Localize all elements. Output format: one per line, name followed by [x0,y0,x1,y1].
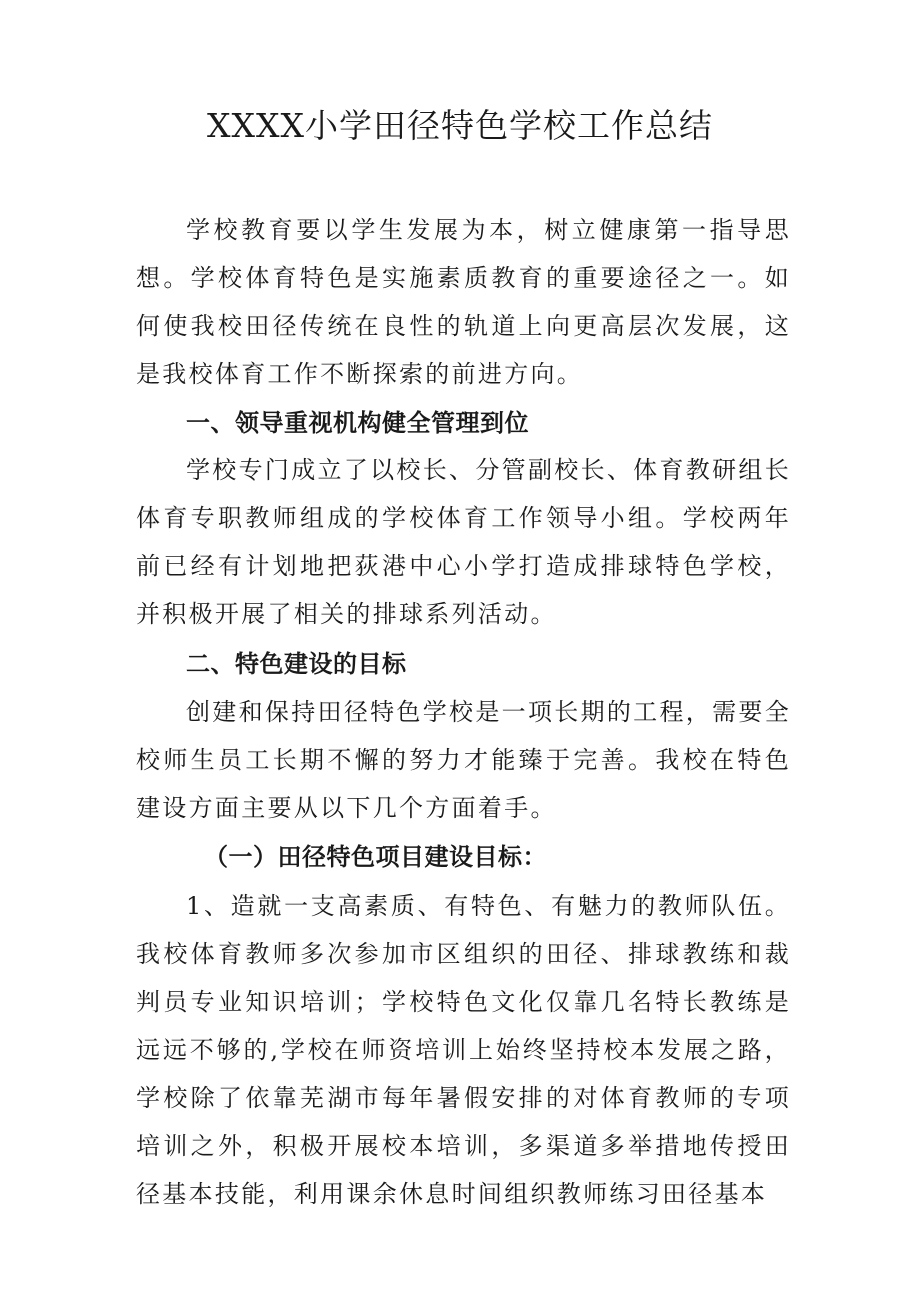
document-title: XXXX小学田径特色学校工作总结 [207,106,713,145]
subsection-heading-track-goals: （一）田径特色项目建设目标： [204,843,547,871]
section-heading-goals: 二、特色建设的目标 [186,650,407,678]
section-heading-leadership: 一、领导重视机构健全管理到位 [186,409,529,437]
section-paragraph-leadership: 学校专门成立了以校长、分管副校长、体育教研组长体育专职教师组成的学校体育工作领导小组。学校两年前已经有计划地把荻港中心小学打造成排球特色学校，并积极开展了相关的排球系列活动。 [136,456,791,628]
subsection-paragraph-teacher-team: 1、造就一支高素质、有特色、有魅力的教师队伍。我校体育教师多次参加市区组织的田径、排球教练和裁判员专业知识培训；学校特色文化仅靠几名特长教练是远远不够的,学校在师资培训上始终坚持校本发展之路，学校除了依靠芜湖市每年暑假安排的对体育教师的专项培训之外，积极开展校本培训，多渠道多举措地传授田径基本技能，利用课余休息时间组织教师练习田径基本 [136,892,791,1208]
intro-paragraph: 学校教育要以学生发展为本，树立健康第一指导思想。学校体育特色是实施素质教育的重要途径之一。如何使我校田径传统在良性的轨道上向更高层次发展，这是我校体育工作不断探索的前进方向。 [136,216,791,388]
section-paragraph-goals: 创建和保持田径特色学校是一项长期的工程，需要全校师生员工长期不懈的努力才能臻于完善。我校在特色建设方面主要从以下几个方面着手。 [136,698,791,822]
